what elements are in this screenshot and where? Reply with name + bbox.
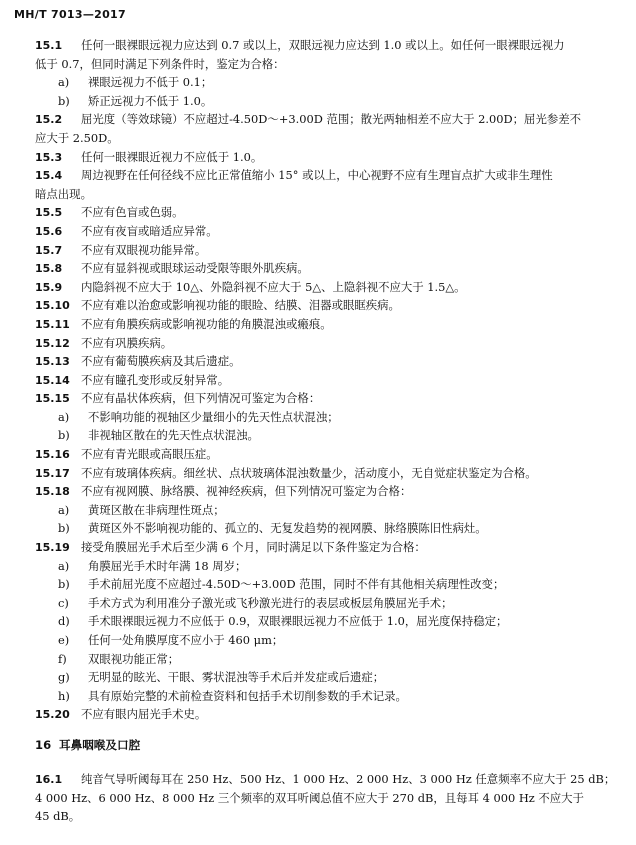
clause-text: 纯音气导听阈每耳在 250 Hz、500 Hz、1 000 Hz、2 000 Hz、3 000 Hz 任意频率不应大于 25 dB；: [81, 771, 616, 786]
list-item-text: 手术前屈光度不应超过-4.50D～+3.00D 范围，同时不伴有其他相关病理性改变；: [88, 577, 505, 592]
list-item: [0, 557, 636, 576]
clause-number: 15.4: [35, 169, 63, 183]
list-item: [0, 408, 636, 427]
clause-text: 不应有玻璃体疾病。细丝状、点状玻璃体混浊数量少，活动度小，无自觉症状鉴定为合格。: [81, 465, 537, 480]
clause-16-1: [0, 770, 636, 789]
clause-15-19: [0, 538, 636, 557]
clause-text: 不应有晶状体疾病，但下列情况可鉴定为合格：: [81, 391, 321, 406]
list-item-text: 角膜屈光手术时年满 18 周岁；: [88, 558, 247, 573]
list-item-text: 手术眼裸眼远视力不应低于 0.9，双眼裸眼远视力不应低于 1.0，屈光度保持稳定；: [88, 614, 508, 629]
list-item-label: a): [58, 75, 70, 90]
clause-number: 15.11: [35, 317, 70, 331]
clause-text: 不应有瞳孔变形或反射异常。: [81, 372, 230, 387]
list-item-label: b): [58, 93, 70, 108]
clause-number: 15.2: [35, 113, 63, 127]
list-item-text: 黄斑区外不影响视功能的、孤立的、无复发趋势的视网膜、脉络膜陈旧性病灶。: [88, 521, 487, 536]
clause-15-15: [0, 389, 636, 408]
list-item-text: 不影响功能的视轴区少量细小的先天性点状混浊；: [88, 409, 339, 424]
clause-number: 15.10: [35, 299, 70, 313]
clause-number: 15.19: [35, 541, 70, 555]
clause-text: 不应有双眼视功能异常。: [81, 242, 207, 257]
list-item: [0, 687, 636, 706]
clause-15-6: [0, 222, 636, 241]
clause-15-5: [0, 203, 636, 222]
clause-number: 15.1: [35, 39, 63, 52]
clause-15-18: [0, 482, 636, 501]
clause-15-10: [0, 296, 636, 315]
list-item-text: 具有原始完整的术前检查资料和包括手术切削参数的手术记录。: [88, 688, 407, 703]
clause-continuation: 45 dB。: [35, 809, 81, 824]
list-item-label: d): [58, 614, 70, 629]
clause-15-9: [0, 278, 636, 297]
list-item-text: 任何一处角膜厚度不应小于 460 μm；: [88, 633, 284, 647]
clause-15-3: [0, 148, 636, 167]
list-item: [0, 73, 636, 92]
clause-number: 15.9: [35, 280, 63, 294]
section-heading-16: [0, 734, 636, 756]
list-item-label: c): [58, 595, 69, 610]
clause-number: 15.16: [35, 448, 70, 462]
clause-text: 任何一眼裸眼近视力不应低于 1.0。: [81, 149, 263, 164]
list-item-text: 黄斑区散在非病理性斑点；: [88, 502, 225, 517]
clause-number: 15.3: [35, 150, 63, 164]
list-item-text: 裸眼远视力不低于 0.1；: [88, 75, 213, 90]
list-item-label: a): [58, 502, 70, 517]
list-item: [0, 612, 636, 631]
clause-continuation: 应大于 2.50D。: [35, 130, 119, 145]
clause-continuation: 4 000 Hz、6 000 Hz、8 000 Hz 三个频率的双耳听阈总值不应大于 270 dB，且每耳 4 000 Hz 不应大于: [35, 790, 584, 805]
clause-number: 15.12: [35, 336, 70, 350]
clause-text: 接受角膜屈光手术后至少满 6 个月，同时满足以下条件鉴定为合格：: [81, 540, 426, 555]
clause-text: 周边视野在任何径线不应比正常值缩小 15° 或以上，中心视野不应有生理盲点扩大或非生理性: [81, 168, 553, 183]
clause-text: 不应有难以治愈或影响视功能的眼睑、结膜、泪器或眼眶疾病。: [81, 298, 400, 313]
section-number: 16: [35, 737, 52, 752]
section-title: 耳鼻咽喉及口腔: [59, 737, 141, 752]
clause-number: 15.6: [35, 224, 63, 238]
clause-15-1: [0, 36, 636, 55]
clause-number: 16.1: [35, 772, 63, 786]
list-item-label: h): [58, 688, 70, 703]
clause-number: 15.14: [35, 373, 70, 387]
clause-text: 任何一眼裸眼远视力应达到 0.7 或以上，双眼远视力应达到 1.0 或以上。如任何一眼裸眼远视力: [81, 38, 565, 52]
clause-number: 15.7: [35, 243, 63, 257]
clause-text: 不应有眼内屈光手术史。: [81, 707, 207, 722]
list-item: [0, 501, 636, 520]
list-item-label: b): [58, 577, 70, 592]
clause-text: 不应有葡萄膜疾病及其后遗症。: [81, 354, 241, 369]
clause-15-8: [0, 259, 636, 278]
clause-number: 15.20: [35, 708, 70, 722]
clause-15-20: [0, 705, 636, 724]
clause-15-7: [0, 241, 636, 260]
clause-continuation: 低于 0.7，但同时满足下列条件时，鉴定为合格：: [35, 56, 285, 71]
list-item-text: 非视轴区散在的先天性点状混浊。: [88, 428, 259, 443]
list-item: [0, 668, 636, 687]
clause-continuation: 暗点出现。: [35, 186, 92, 201]
list-item-label: e): [58, 633, 70, 647]
clause-text: 不应有色盲或色弱。: [81, 205, 184, 220]
list-item-text: 双眼视功能正常；: [88, 651, 180, 666]
list-item: [0, 594, 636, 613]
clause-text: 不应有角膜疾病或影响视功能的角膜混浊或瘢痕。: [81, 316, 332, 331]
document-body: [0, 36, 636, 826]
standard-header: MH/T 7013—2017: [14, 8, 126, 21]
clause-15-11: [0, 315, 636, 334]
clause-number: 15.15: [35, 392, 70, 406]
clause-text: 不应有青光眼或高眼压症。: [81, 447, 218, 462]
list-item-label: g): [58, 670, 70, 685]
list-item: [0, 575, 636, 594]
clause-15-2: [0, 110, 636, 129]
clause-text: 不应有显斜视或眼球运动受限等眼外肌疾病。: [81, 261, 309, 276]
list-item-label: f): [58, 651, 67, 666]
list-item-label: b): [58, 428, 70, 443]
list-item: [0, 650, 636, 669]
list-item-text: 矫正远视力不低于 1.0。: [88, 93, 213, 108]
list-item: [0, 519, 636, 538]
clause-number: 15.5: [35, 206, 63, 220]
clause-text: 屈光度（等效球镜）不应超过-4.50D～+3.00D 范围；散光两轴相差不应大于 2.00D；屈光参差不: [81, 112, 582, 127]
clause-text: 不应有视网膜、脉络膜、视神经疾病，但下列情况可鉴定为合格：: [81, 484, 412, 499]
list-item-text: 手术方式为利用准分子激光或飞秒激光进行的表层或板层角膜屈光手术；: [88, 595, 453, 610]
clause-text: 内隐斜视不应大于 10△、外隐斜视不应大于 5△、上隐斜视不应大于 1.5△。: [81, 279, 466, 294]
list-item-text: 无明显的眩光、干眼、雾状混浊等手术后并发症或后遗症；: [88, 670, 385, 685]
clause-number: 15.18: [35, 485, 70, 499]
clause-list: [0, 36, 636, 724]
list-item-label: b): [58, 521, 70, 536]
list-item: [0, 92, 636, 111]
list-item-label: a): [58, 558, 70, 573]
clause-15-12: [0, 334, 636, 353]
list-item: [0, 426, 636, 445]
clause-number: 15.17: [35, 466, 70, 480]
clause-text: 不应有巩膜疾病。: [81, 335, 173, 350]
clause-15-13: [0, 352, 636, 371]
clause-number: 15.13: [35, 355, 70, 369]
clause-15-14: [0, 371, 636, 390]
list-item-label: a): [58, 409, 70, 424]
clause-15-4: [0, 166, 636, 185]
list-item: [0, 631, 636, 650]
clause-15-17: [0, 464, 636, 483]
clause-text: 不应有夜盲或暗适应异常。: [81, 223, 218, 238]
clause-15-16: [0, 445, 636, 464]
clause-number: 15.8: [35, 262, 63, 276]
